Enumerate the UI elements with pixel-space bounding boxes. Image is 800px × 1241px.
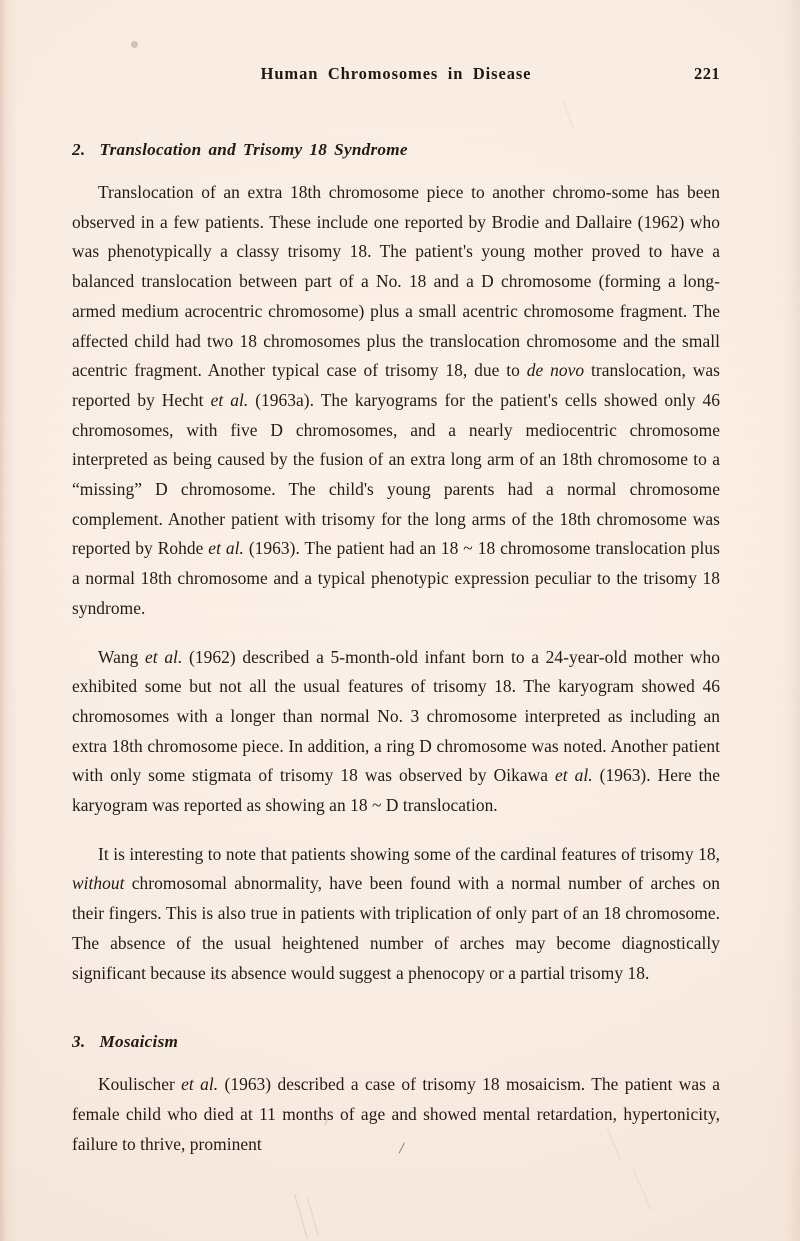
page-content-column (72, 0, 720, 1159)
paragraph-translocation-3 (72, 840, 720, 989)
paragraph-mosaicism-1 (72, 1070, 720, 1159)
text-run: Translocation of an extra 18th chromosome piece to another chromo-some has been observed in a few patients. These include one reported by Brodie and Dallaire (1962) who was phenotypically a classy trisomy 18. The patient's young mother proved to have a balanced translocation between part of a No. 18 and a D chromosome (forming a long-armed medium acrocentric chromosome) plus a small acentric chromosome fragment. The affected child had two 18 chromosomes plus the translocation chromosome and the small acentric fragment. Another typical case of trisomy 18, due to (72, 182, 720, 381)
text-run: It is interesting to note that patients showing some of the cardinal features of trisomy 18, (98, 843, 720, 864)
paragraph-translocation-2 (72, 643, 720, 821)
scan-crease-right-2 (633, 1154, 688, 1211)
text-run: Koulischer (98, 1074, 182, 1095)
italic-run: et al. (210, 389, 249, 410)
paragraph-translocation-1 (72, 178, 720, 624)
running-head (72, 64, 720, 98)
scan-crease-bottom-1 (294, 1187, 333, 1239)
italic-run: without (72, 873, 125, 894)
italic-run: de novo (526, 360, 585, 381)
text-run: Wang (98, 646, 145, 667)
section-heading-mosaicism: 3. Mosaicism (72, 1032, 179, 1052)
text-run: translocation, was reported by Hecht (72, 360, 720, 410)
section-heading-translocation: 2. Translocation and Trisomy 18 Syndrome (72, 140, 408, 159)
italic-run: et al. (145, 646, 183, 667)
italic-run: et al. (181, 1074, 219, 1095)
text-run: (1963) described a case of trisomy 18 mosaicism. The patient was a female child who died at 11 months of age and showed mental retardation, hypertonicity, failure to thrive, prominent (72, 1074, 721, 1154)
text-run: (1962) described a 5-month-old infant born to a 24-year-old mother who exhibited some but not all the usual features of trisomy 18. The karyogram showed 46 chromosomes with a longer than normal No. 3 chromosome interpreted as including an extra 18th chromosome piece. In addition, a ring D chromosome was noted. Another patient with only some stigmata of trisomy 18 was observed by Oikawa (72, 646, 720, 786)
text-run: (1963). Here the karyogram was reported as showing an 18 ~ D translocation. (72, 765, 721, 816)
text-run: chromosomal abnormality, have been found with a normal number of arches on their fingers. This is also true in patients with triplication of only part of an 18 chromosome. The absence of the usual heightened number of arches may become diagnostically significant because its absence would suggest a phenocopy or a partial trisomy 18. (72, 873, 720, 983)
text-run: (1963a). The karyograms for the patient's cells showed only 46 chromosomes, with five D chromosomes, and a nearly mediocentric chromosome interpreted as being caused by the fusion of an extra long arm of an 18th chromosome to a “missing” D chromosome. The child's young parents had a normal chromosome complement. Another patient with trisomy for the long arms of the 18th chromosome was reported by Rohde (72, 389, 721, 559)
italic-run: et al. (554, 765, 593, 786)
text-run: (1963). The patient had an 18 ~ 18 chromosome translocation plus a normal 18th chromosome and a typical phenotypic expression peculiar to the trisomy 18 syndrome. (72, 538, 720, 618)
scan-crease-bottom-2 (307, 1192, 340, 1237)
italic-run: et al. (208, 538, 244, 559)
page-number: 221 (694, 64, 720, 83)
running-head-title: Human Chromosomes in Disease (260, 64, 532, 83)
